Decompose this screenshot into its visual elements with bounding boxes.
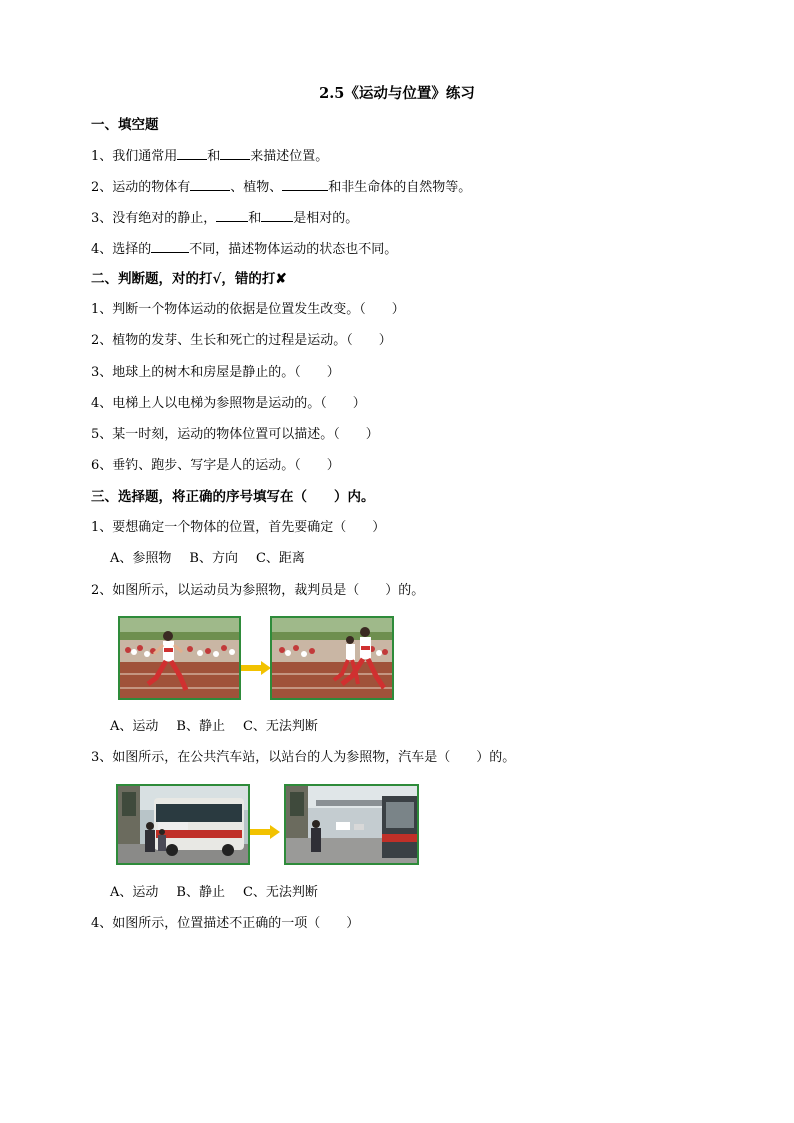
page-title: 2.5《运动与位置》练习	[319, 85, 475, 102]
choice-options-3	[110, 884, 336, 902]
answer-blank[interactable]	[216, 208, 248, 222]
arrow-right-icon	[250, 825, 280, 839]
judge-question-5: 5、某一时刻，运动的物体位置可以描述。（ ）	[91, 427, 379, 442]
judge-question-6: 6、垂钓、跑步、写字是人的运动。（ ）	[91, 458, 340, 473]
fill-question-2: 2、运动的物体有 、植物、 和非生命体的自然物等。	[91, 177, 471, 197]
section1-heading: 一、填空题	[91, 117, 159, 133]
option-b[interactable]: B、静止	[176, 719, 225, 734]
judge-question-3: 3、地球上的树木和房屋是静止的。（ ）	[91, 365, 340, 380]
answer-blank[interactable]	[261, 208, 293, 222]
answer-blank[interactable]	[220, 146, 250, 160]
option-b[interactable]: B、静止	[176, 885, 225, 900]
option-a[interactable]: A、参照物	[110, 551, 172, 566]
answer-blank[interactable]	[190, 177, 230, 191]
judge-question-4: 4、电梯上人以电梯为参照物是运动的。（ ）	[91, 396, 366, 411]
answer-blank[interactable]	[151, 239, 189, 253]
arrow-right-icon	[241, 661, 271, 675]
answer-blank[interactable]	[282, 177, 328, 191]
bus-scene-2	[286, 786, 417, 863]
runner-photo-2	[270, 616, 394, 700]
section3-heading: 三、选择题，将正确的序号填写在（ ）内。	[91, 489, 375, 505]
bus-photo-2	[284, 784, 419, 865]
fill-question-1: 1、我们通常用 和 来描述位置。	[91, 146, 328, 166]
option-a[interactable]: A、运动	[110, 719, 159, 734]
option-b[interactable]: B、方向	[189, 551, 238, 566]
runner-scene-2	[272, 618, 392, 698]
bus-photo-1	[116, 784, 250, 865]
bus-scene-1	[118, 786, 248, 863]
option-c[interactable]: C、无法判断	[242, 719, 318, 734]
answer-blank[interactable]	[177, 146, 207, 160]
choice-question-2: 2、如图所示，以运动员为参照物，裁判员是（ ）的。	[91, 583, 425, 598]
choice-question-3: 3、如图所示，在公共汽车站，以站台的人为参照物，汽车是（ ）的。	[91, 750, 516, 765]
section2-heading: 二、判断题，对的打√，错的打✘	[91, 271, 287, 287]
option-a[interactable]: A、运动	[110, 885, 159, 900]
option-c[interactable]: C、距离	[255, 551, 305, 566]
fill-question-4: 4、选择的 不同，描述物体运动的状态也不同。	[91, 239, 397, 259]
judge-question-2: 2、植物的发芽、生长和死亡的过程是运动。（ ）	[91, 333, 392, 348]
fill-question-3: 3、没有绝对的静止， 和 是相对的。	[91, 208, 358, 228]
choice-question-4: 4、如图所示，位置描述不正确的一项（ ）	[91, 916, 360, 931]
option-c[interactable]: C、无法判断	[242, 885, 318, 900]
choice-options-1	[110, 550, 323, 568]
choice-options-2	[110, 718, 336, 736]
runner-scene-1	[120, 618, 239, 698]
runner-photo-1	[118, 616, 241, 700]
judge-question-1: 1、判断一个物体运动的依据是位置发生改变。（ ）	[91, 302, 405, 317]
choice-question-1: 1、要想确定一个物体的位置，首先要确定（ ）	[91, 520, 386, 535]
